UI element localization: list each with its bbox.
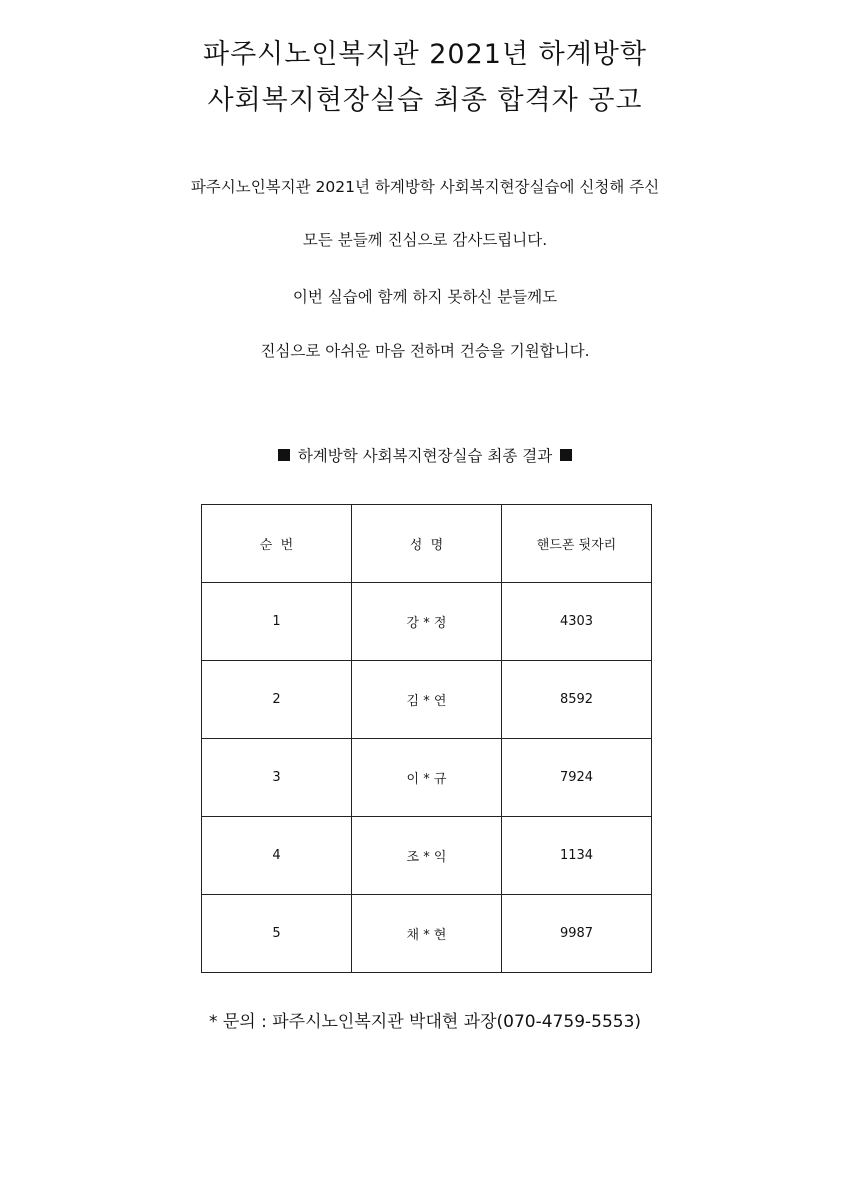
contact-info: * 문의 : 파주시노인복지관 박대현 과장(070-4759-5553) xyxy=(208,1012,642,1032)
table-header-row xyxy=(202,505,652,583)
row-name: 채 * 현 xyxy=(352,895,502,973)
page-title-line-1: 파주시노인복지관 2021년 하계방학 xyxy=(203,39,647,70)
intro-paragraph-line-2: 모든 분들께 진심으로 감사드립니다. xyxy=(302,231,548,249)
row-phone-digits: 4303 xyxy=(502,583,652,661)
black-square-icon xyxy=(278,449,290,461)
row-name: 조 * 익 xyxy=(352,817,502,895)
header-number: 순 번 xyxy=(202,505,352,583)
row-number: 1 xyxy=(202,583,352,661)
black-square-icon xyxy=(560,449,572,461)
intro-paragraph-line-4: 진심으로 아쉬운 마음 전하며 건승을 기원합니다. xyxy=(260,342,590,360)
row-phone-digits: 9987 xyxy=(502,895,652,973)
intro-paragraph-line-3: 이번 실습에 함께 하지 못하신 분들께도 xyxy=(292,288,558,306)
header-phone-last-digits: 핸드폰 뒷자리 xyxy=(502,505,652,583)
result-heading-text: 하계방학 사회복지현장실습 최종 결과 xyxy=(297,447,553,465)
row-phone-digits: 7924 xyxy=(502,739,652,817)
row-name: 강 * 정 xyxy=(352,583,502,661)
results-table xyxy=(201,504,652,973)
table-row xyxy=(202,817,652,895)
table-row xyxy=(202,583,652,661)
result-section-heading xyxy=(0,449,850,465)
row-number: 3 xyxy=(202,739,352,817)
table-row xyxy=(202,661,652,739)
row-phone-digits: 8592 xyxy=(502,661,652,739)
page-title-line-2: 사회복지현장실습 최종 합격자 공고 xyxy=(207,85,643,116)
row-number: 2 xyxy=(202,661,352,739)
table-row xyxy=(202,739,652,817)
table-row xyxy=(202,895,652,973)
row-number: 4 xyxy=(202,817,352,895)
intro-paragraph-line-1: 파주시노인복지관 2021년 하계방학 사회복지현장실습에 신청해 주신 xyxy=(190,178,660,196)
row-number: 5 xyxy=(202,895,352,973)
row-name: 김 * 연 xyxy=(352,661,502,739)
header-name: 성 명 xyxy=(352,505,502,583)
row-name: 이 * 규 xyxy=(352,739,502,817)
row-phone-digits: 1134 xyxy=(502,817,652,895)
